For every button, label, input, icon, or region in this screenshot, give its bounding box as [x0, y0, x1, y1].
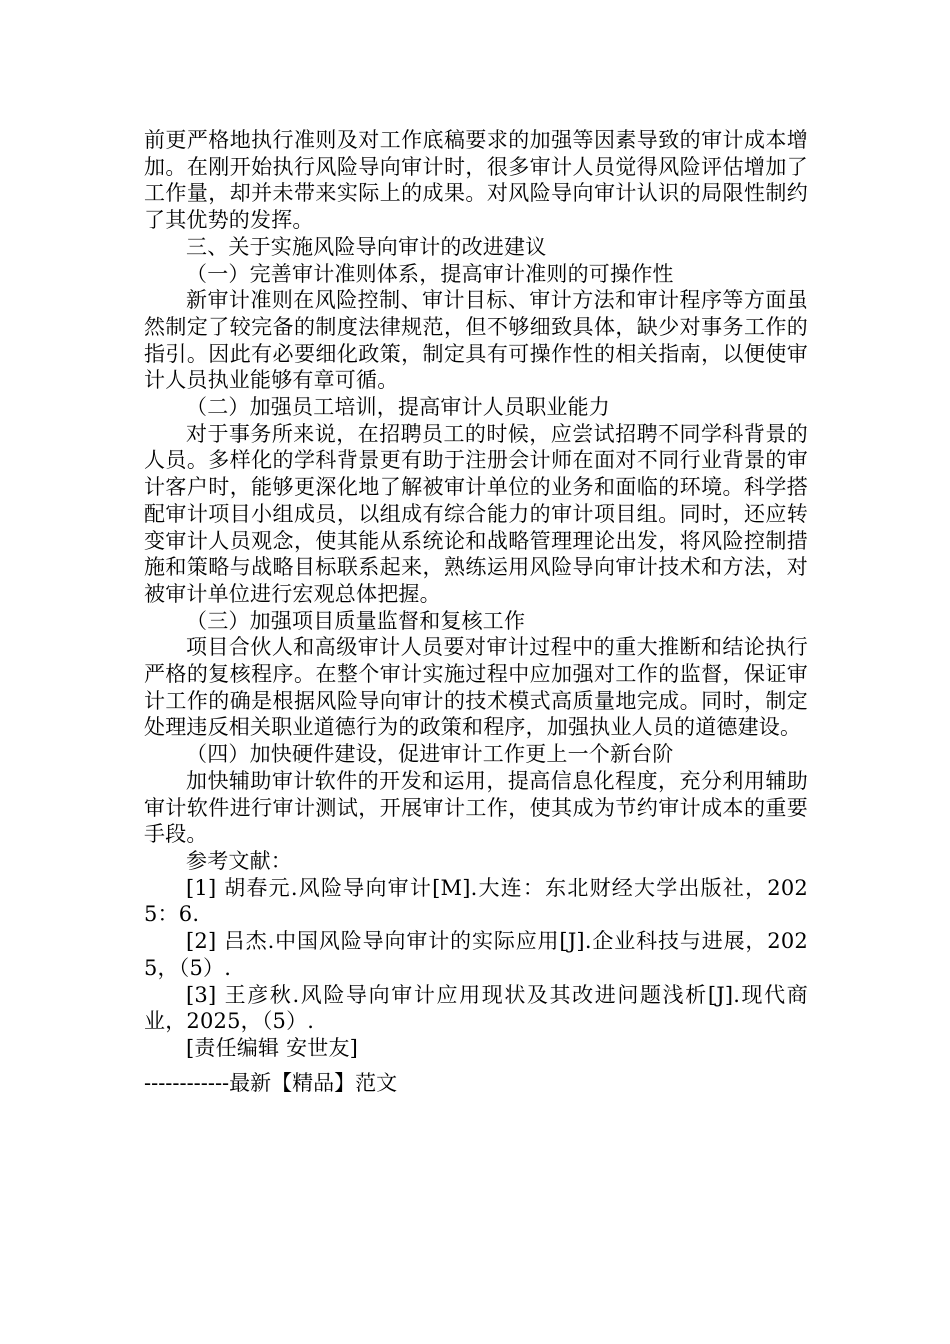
- subsection-heading: （二）加强员工培训，提高审计人员职业能力: [186, 395, 610, 420]
- document-body: [144, 127, 808, 1062]
- editor-credit: [责任编辑 安世友]: [186, 1035, 359, 1060]
- page-footer: ------------最新【精品】范文: [144, 1071, 398, 1095]
- references-heading: 参考文献：: [186, 848, 292, 873]
- reference-item: [1] 胡春元.风险导向审计[M].大连：东北财经大学出版社，2025：6.: [144, 875, 808, 927]
- subsection-heading: （四）加快硬件建设，促进审计工作更上一个新台阶: [186, 742, 674, 767]
- paragraph: 加快辅助审计软件的开发和运用，提高信息化程度，充分利用辅助审计软件进行审计测试，开展审计工作，使其成为节约审计成本的重要手段。: [144, 768, 808, 847]
- paragraph: 前更严格地执行准则及对工作底稿要求的加强等因素导致的审计成本增加。在刚开始执行风险导向审计时，很多审计人员觉得风险评估增加了工作量，却并未带来实际上的成果。对风险导向审计认识的局限性制约了其优势的发挥。: [144, 128, 808, 233]
- reference-item: [3] 王彦秋.风险导向审计应用现状及其改进问题浅析[J].现代商业，2025，（5）.: [144, 982, 808, 1034]
- paragraph: 项目合伙人和高级审计人员要对审计过程中的重大推断和结论执行严格的复核程序。在整个审计实施过程中应加强对工作的监督，保证审计工作的确是根据风险导向审计的技术模式高质量地完成。同时，制定处理违反相关职业道德行为的政策和程序，加强执业人员的道德建设。: [144, 635, 808, 740]
- section-heading: 三、关于实施风险导向审计的改进建议: [186, 234, 547, 259]
- subsection-heading: （一）完善审计准则体系，提高审计准则的可操作性: [186, 261, 674, 286]
- paragraph: 对于事务所来说，在招聘员工的时候，应尝试招聘不同学科背景的人员。多样化的学科背景更有助于注册会计师在面对不同行业背景的审计客户时，能够更深化地了解被审计单位的业务和面临的环境。科学搭配审计项目小组成员，以组成有综合能力的审计项目组。同时，还应转变审计人员观念，使其能从系统论和战略管理理论出发，将风险控制措施和策略与战略目标联系起来，熟练运用风险导向审计技术和方法，对被审计单位进行宏观总体把握。: [144, 421, 808, 606]
- subsection-heading: （三）加强项目质量监督和复核工作: [186, 608, 526, 633]
- paragraph: 新审计准则在风险控制、审计目标、审计方法和审计程序等方面虽然制定了较完备的制度法律规范，但不够细致具体，缺少对事务工作的指引。因此有必要细化政策，制定具有可操作性的相关指南，以便使审计人员执业能够有章可循。: [144, 288, 808, 393]
- reference-item: [2] 吕杰.中国风险导向审计的实际应用[J].企业科技与进展，2025，（5）.: [144, 929, 808, 980]
